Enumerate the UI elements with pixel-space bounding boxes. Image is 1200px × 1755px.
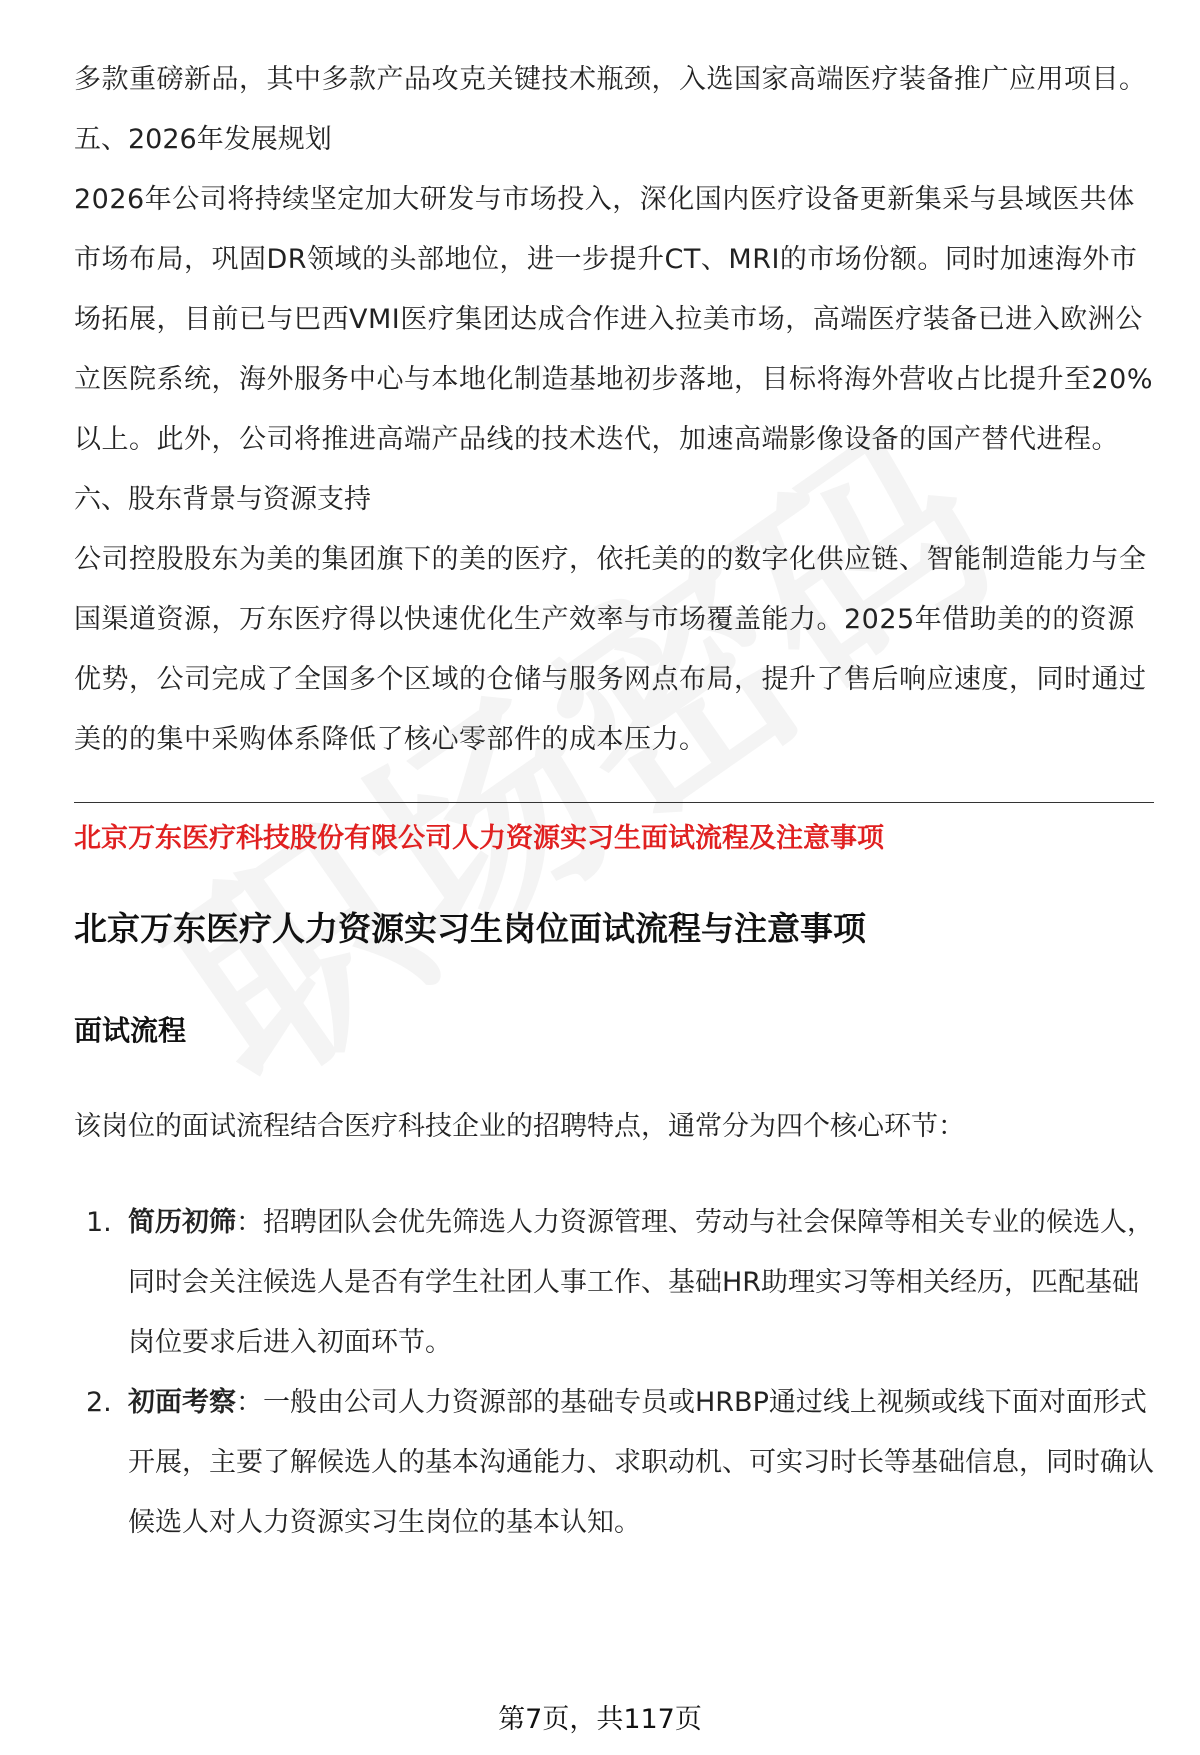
- list-item-body: ：一般由公司人力资源部的基础专员或HRBP通过线上视频或线下面对面形式开展，主要了解候选人的基本沟通能力、求职动机、可实习时长等基础信息，同时确认候选人对人力资源实习生岗位的基本认知。: [128, 1387, 1154, 1538]
- document-red-title: 北京万东医疗科技股份有限公司人力资源实习生面试流程及注意事项: [74, 823, 884, 854]
- list-item-heading: 简历初筛: [128, 1207, 236, 1238]
- intro-paragraph: 该岗位的面试流程结合医疗科技企业的招聘特点，通常分为四个核心环节：: [74, 1111, 965, 1142]
- section-heading-plan: 五、2026年发展规划: [74, 124, 332, 155]
- list-item-number: 1.: [86, 1207, 112, 1238]
- list-item-body: ：招聘团队会优先筛选人力资源管理、劳动与社会保障等相关专业的候选人，同时会关注候选人是否有学生社团人事工作、基础HR助理实习等相关经历，匹配基础岗位要求后进入初面环节。: [128, 1207, 1154, 1358]
- page-number: 第7页，共117页: [498, 1704, 702, 1735]
- divider: [74, 802, 1154, 803]
- list-item-heading: 初面考察: [128, 1387, 236, 1418]
- continued-paragraph: 多款重磅新品，其中多款产品攻克关键技术瓶颈，入选国家高端医疗装备推广应用项目。: [74, 64, 1147, 95]
- subsection-title: 面试流程: [74, 1014, 187, 1047]
- section-body-shareholder: 公司控股股东为美的集团旗下的美的医疗，依托美的的数字化供应链、智能制造能力与全国渠道资源，万东医疗得以快速优化生产效率与市场覆盖能力。2025年借助美的的资源优势，公司完成了全国多个区域的仓储与服务网点布局，提升了售后响应速度，同时通过美的的集中采购体系降低了核心零部件的成本压力。: [74, 544, 1147, 755]
- list-item-number: 2.: [86, 1387, 112, 1418]
- page-title: 北京万东医疗人力资源实习生岗位面试流程与注意事项: [74, 909, 866, 948]
- section-body-plan: 2026年公司将持续坚定加大研发与市场投入，深化国内医疗设备更新集采与县域医共体市场布局，巩固DR领域的头部地位，进一步提升CT、MRI的市场份额。同时加速海外市场拓展，目前已与巴西VMI医疗集团达成合作进入拉美市场，高端医疗装备已进入欧洲公立医院系统，海外服务中心与本地化制造基地初步落地，目标将海外营收占比提升至20%以上。此外，公司将推进高端产品线的技术迭代，加速高端影像设备的国产替代进程。: [74, 184, 1154, 455]
- document-page: [74, 50, 1154, 1553]
- section-heading-shareholder: 六、股东背景与资源支持: [74, 484, 371, 515]
- process-steps-list: [74, 1193, 1154, 1553]
- list-item: [74, 1193, 1154, 1373]
- list-item: [74, 1373, 1154, 1553]
